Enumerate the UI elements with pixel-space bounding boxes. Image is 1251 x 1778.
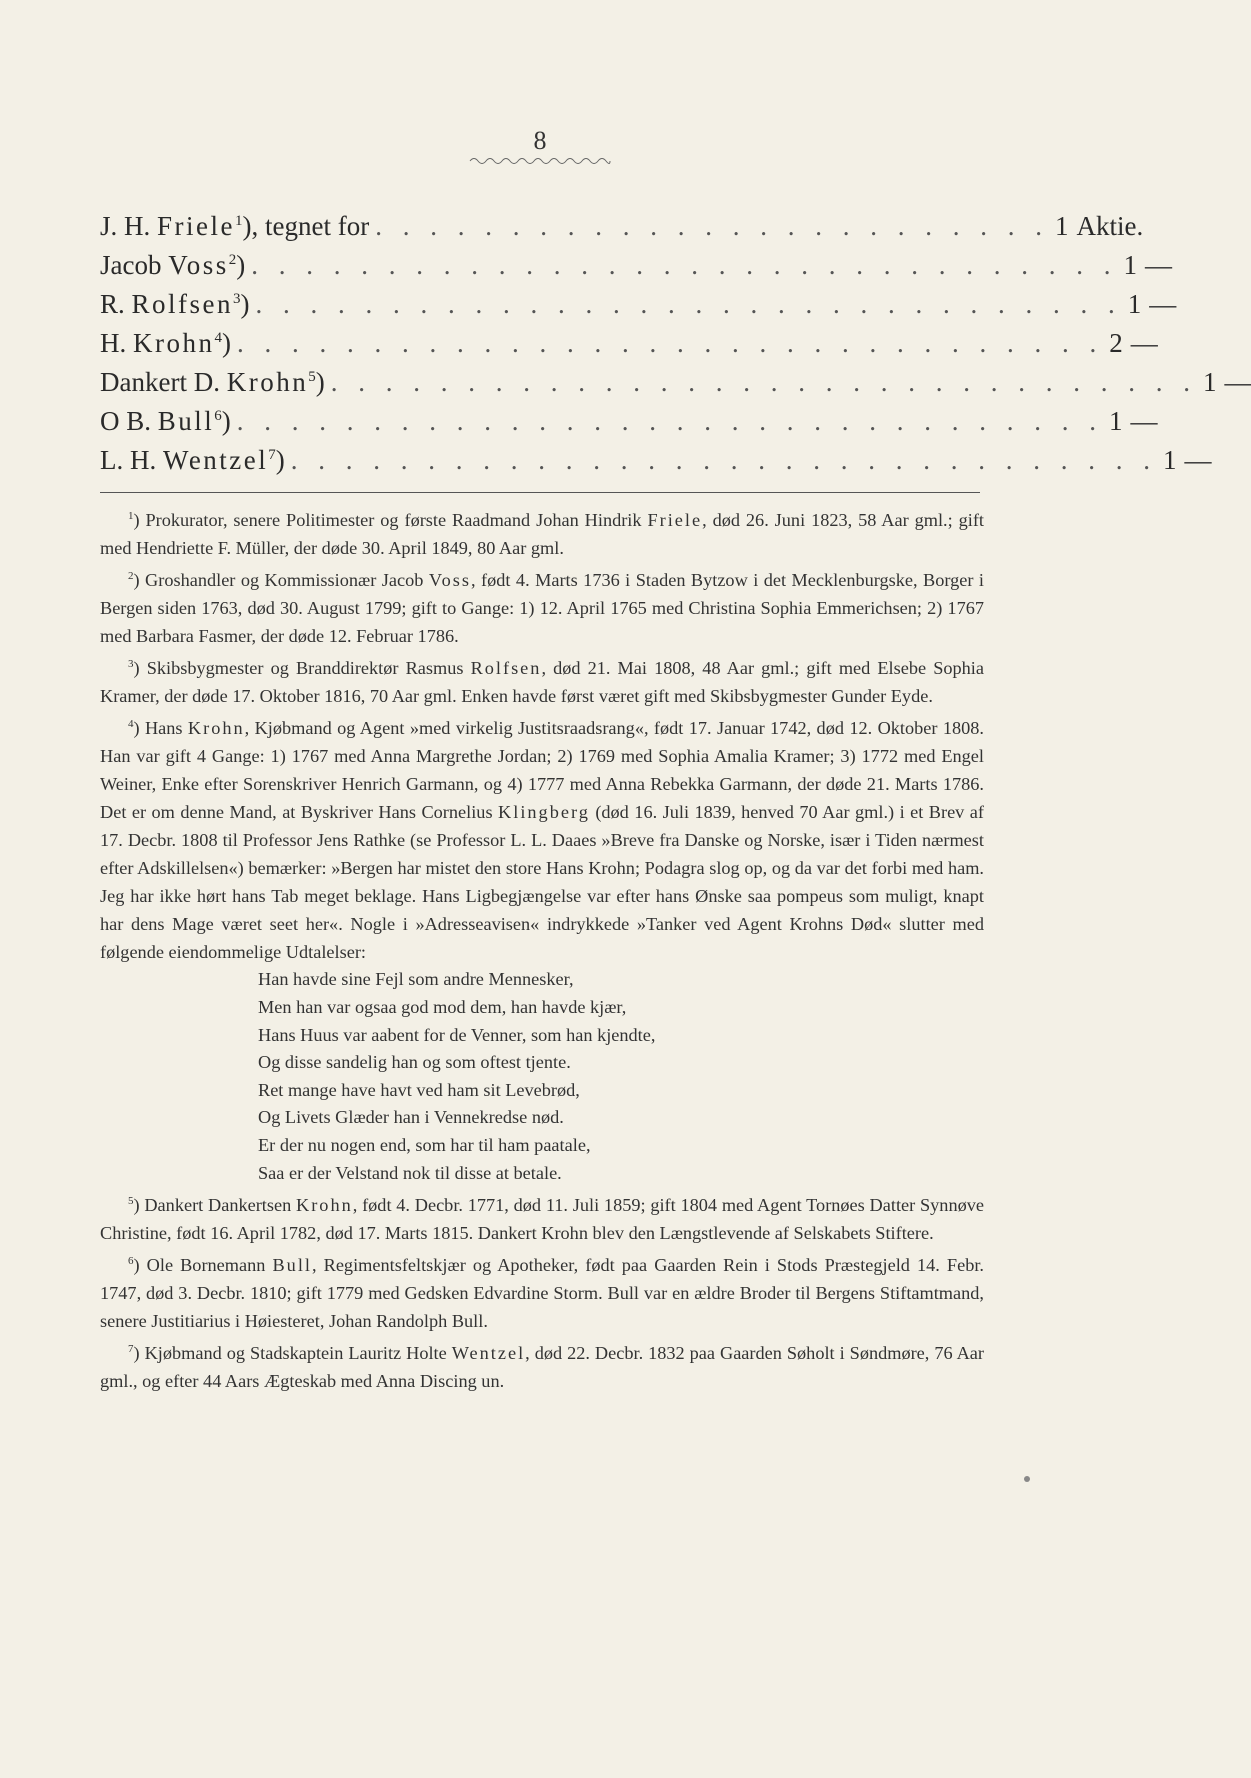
share-row: R. Rolfsen$^3$) . . . . . . . . . . . . . . . . . . . . . . . . . . . . . . . . 1 — xyxy=(100,280,980,319)
share-holder-surname: Bull xyxy=(157,406,215,436)
share-row-suffix: , tegnet for xyxy=(251,211,370,241)
share-listing xyxy=(100,202,1251,475)
share-count: 1 xyxy=(1163,445,1177,475)
share-row: Jacob Voss$^2$) . . . . . . . . . . . . . . . . . . . . . . . . . . . . . . . . 1 — xyxy=(100,241,980,280)
poem-line: Men han var ogsaa god mod dem, han havde kjær, xyxy=(258,996,627,1017)
poem-line: Hans Huus var aabent for de Venner, som han kjendte, xyxy=(258,1024,656,1045)
share-holder-initials: H. xyxy=(100,328,127,358)
footnote-1: $^1$) Prokurator, senere Politimester og første Raadmand Johan Hindrik Friele, død 26. Juni 1823, 58 Aar gml.; gift med Hendriette F. Müller, der døde 30. April 1849, 80 Aar gml. xyxy=(100,510,984,559)
share-holder-initials: L. H. xyxy=(100,445,157,475)
footnote-divider xyxy=(100,492,980,493)
poem-line: Og disse sandelig han og som oftest tjente. xyxy=(258,1052,571,1073)
share-count: 1 xyxy=(1109,406,1123,436)
ornament-squiggle xyxy=(470,156,610,166)
leader-dots: . . . . . . . . . . . . . . . . . . . . . . . . . . . . . . . . xyxy=(255,289,1122,319)
share-unit: Aktie. xyxy=(1076,211,1144,241)
leader-dots: . . . . . . . . . . . . . . . . . . . . . . . . . . . . . . . . xyxy=(330,367,1197,397)
share-unit: — xyxy=(1224,367,1251,397)
share-holder-initials: R. xyxy=(100,289,125,319)
footnote-ref: 5 xyxy=(308,369,316,385)
share-row: L. H. Wentzel$^7$) . . . . . . . . . . . . . . . . . . . . . . . . . . . . . . . . 1 — xyxy=(100,436,980,475)
footnote-ref: 1 xyxy=(235,213,243,229)
footnote-4: $^4$) Hans Krohn, Kjøbmand og Agent »med virkelig Justitsraadsrang«, født 17. Januar 1742, død 12. Oktober 1808. Han var gift 4 Gange: 1) 1767 med Anna Margrethe Jordan; 2) 1769 med Sophia Amalia Kramer; 3) 1772 med Engel Weiner, Enke efter Sorenskriver Henrich Garmann, og 4) 1777 med Anna Rebekka Garmann, der døde 21. Marts 1786. Det er om denne Mand, at Byskriver Hans Cornelius Klingberg (død 16. Juli 1839, henved 70 Aar gml.) i et Brev af 17. Decbr. 1808 til Professor Jens Rathke (se Professor L. L. Daaes »Breve fra Danske og Norske, især i Tiden nærmest efter Adskillelsen«) bemærker: »Bergen har mistet den store Hans Krohn; Podagra slog op, og da var det forbi med ham. Jeg har ikke hørt hans Tab meget beklage. Hans Ligbegjængelse var efter hans Ønske saa pompeus som muligt, knapt har dens Mage været seet her«. Nogle i »Adresseavisen« indrykkede »Tanker ved Agent Krohns Død« slutter med følgende eiendommelige Udtalelser: xyxy=(100,718,984,963)
leader-dots: . . . . . . . . . . . . . . . . . . . . . . . . . . . . . . . . xyxy=(251,250,1118,280)
footnote-ref: 6 xyxy=(214,408,222,424)
share-holder-surname: Voss xyxy=(168,250,229,280)
share-holder-initials: J. H. xyxy=(100,211,151,241)
share-holder-surname: Wentzel xyxy=(163,445,269,475)
leader-dots: . . . . . . . . . . . . . . . . . . . . . . . . . xyxy=(375,211,1049,241)
share-unit: — xyxy=(1184,445,1212,475)
footnote-2: $^2$) Groshandler og Kommissionær Jacob Voss, født 4. Marts 1736 i Staden Bytzow i det Mecklenburgske, Borger i Bergen siden 1763, død 30. August 1799; gift to Gange: 1) 12. April 1765 med Christina Sophia Emmerichsen; 2) 1767 med Barbara Fasmer, der døde 12. Februar 1786. xyxy=(100,570,984,647)
footnote-7: $^7$) Kjøbmand og Stadskaptein Lauritz Holte Wentzel, død 22. Decbr. 1832 paa Gaarden Søholt i Søndmøre, 76 Aar gml., og efter 44 Aars Ægteskab med Anna Discing un. xyxy=(100,1343,984,1392)
share-holder-surname: Friele xyxy=(157,211,235,241)
ink-speck xyxy=(1024,1476,1030,1482)
share-holder-surname: Rolfsen xyxy=(131,289,234,319)
page-number: 8 xyxy=(533,126,547,155)
poem-line: Og Livets Glæder han i Vennekredse nød. xyxy=(258,1107,564,1128)
share-row: H. Krohn$^4$) . . . . . . . . . . . . . . . . . . . . . . . . . . . . . . . . 2 — xyxy=(100,319,980,358)
footnotes xyxy=(100,502,984,1395)
leader-dots: . . . . . . . . . . . . . . . . . . . . . . . . . . . . . . . . xyxy=(290,445,1158,475)
share-holder-initials: Jacob xyxy=(100,250,162,280)
footnote-ref: 7 xyxy=(268,447,276,463)
share-count: 1 xyxy=(1054,211,1069,241)
share-unit: — xyxy=(1130,328,1158,358)
share-row: O B. Bull$^6$) . . . . . . . . . . . . . . . . . . . . . . . . . . . . . . . . 1 — xyxy=(100,397,980,436)
share-holder-initials: Dankert D. xyxy=(100,367,220,397)
share-count: 1 xyxy=(1123,250,1138,280)
share-holder-surname: Krohn xyxy=(226,367,309,397)
leader-dots: . . . . . . . . . . . . . . . . . . . . . . . . . . . . . . . . xyxy=(236,406,1104,436)
share-count: 2 xyxy=(1109,328,1123,358)
share-unit: — xyxy=(1130,406,1158,436)
share-row: Dankert D. Krohn$^5$) . . . . . . . . . . . . . . . . . . . . . . . . . . . . . . . . 1 — xyxy=(100,358,980,397)
share-holder-initials: O B. xyxy=(100,406,152,436)
leader-dots: . . . . . . . . . . . . . . . . . . . . . . . . . . . . . . . . xyxy=(237,328,1104,358)
footnote-ref: 3 xyxy=(233,291,241,307)
footnote-6: $^6$) Ole Bornemann Bull, Regimentsfeltskjær og Apotheker, født paa Gaarden Rein i Stods Præstegjeld 14. Febr. 1747, død 3. Decbr. 1810; gift 1779 med Gedsken Edvardine Storm. Bull var en ældre Broder til Bergens Stiftamtmand, senere Justitiarius i Høiesteret, Johan Randolph Bull. xyxy=(100,1255,984,1332)
poem-line: Er der nu nogen end, som har til ham paatale, xyxy=(258,1134,591,1155)
footnote-ref: 4 xyxy=(214,330,222,346)
share-holder-surname: Krohn xyxy=(133,328,215,358)
footnote-5: $^5$) Dankert Dankertsen Krohn, født 4. Decbr. 1771, død 11. Juli 1859; gift 1804 med Agent Tornøes Datter Synnøve Christine, født 16. April 1782, død 17. Marts 1815. Dankert Krohn blev den Længstlevende af Selskabets Stiftere. xyxy=(100,1195,984,1244)
share-count: 1 xyxy=(1202,367,1217,397)
poem-line: Han havde sine Fejl som andre Mennesker, xyxy=(258,969,574,990)
share-unit: — xyxy=(1145,250,1173,280)
footnote-3: $^3$) Skibsbygmester og Branddirektør Rasmus Rolfsen, død 21. Mai 1808, 48 Aar gml.; gift med Elsebe Sophia Kramer, der døde 17. Oktober 1816, 70 Aar gml. Enken havde først været gift med Skibsbygmester Gunder Eyde. xyxy=(100,658,984,707)
share-row: J. H. Friele$^1$), tegnet for . . . . . . . . . . . . . . . . . . . . . . . . . 1 Aktie. xyxy=(100,202,980,241)
footnote-ref: 2 xyxy=(228,252,237,268)
share-unit: — xyxy=(1149,289,1177,319)
poem-line: Saa er der Velstand nok til disse at betale. xyxy=(258,1162,562,1183)
share-count: 1 xyxy=(1127,289,1142,319)
poem-line: Ret mange have havt ved ham sit Levebrød, xyxy=(258,1079,580,1100)
poem xyxy=(100,966,984,1187)
